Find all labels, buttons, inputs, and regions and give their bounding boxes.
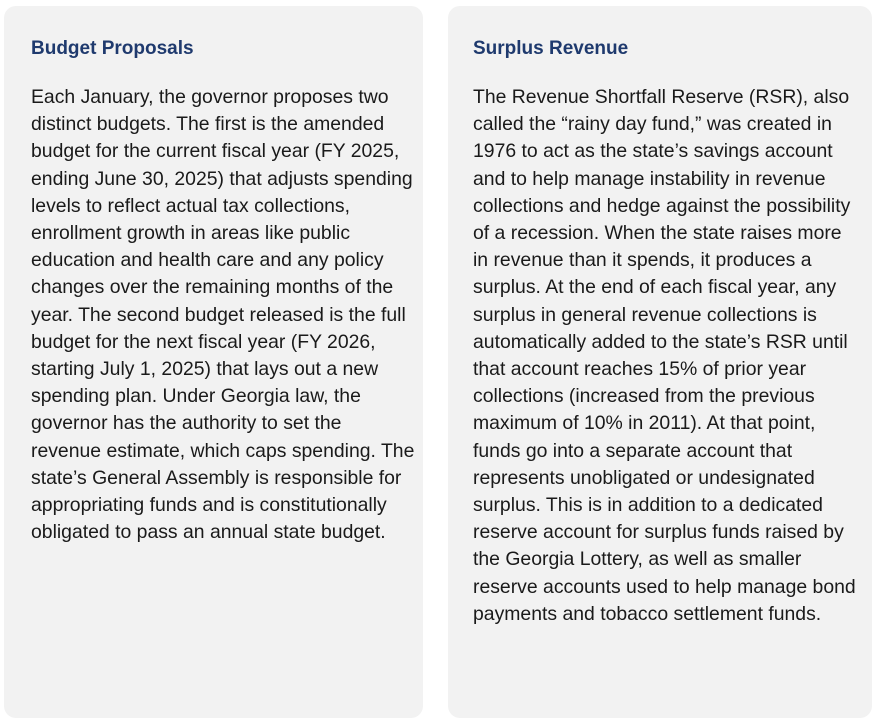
surplus-revenue-title: Surplus Revenue [473,38,629,59]
budget-proposals-title: Budget Proposals [31,38,194,59]
surplus-revenue-panel [448,6,872,718]
surplus-revenue-body: The Revenue Shortfall Reserve (RSR), also called the “rainy day fund,” was created in 1976 to act as the state’s savings account and to help manage instability in revenue collections and hedge against the possibility of a recession. When the state raises more in revenue than it spends, it produces a surplus. At the end of each fiscal year, any surplus in general revenue collections is automatically added to the state’s RSR until that account reaches 15% of prior year collections (increased from the previous maximum of 10% in 2011). At that point, funds go into a separate account that represents unobligated or undesignated surplus. This is in addition to a dedicated reserve account for surplus funds raised by the Georgia Lottery, as well as smaller reserve accounts used to help manage bond payments and tobacco settlement funds. [473,86,856,625]
budget-proposals-body: Each January, the governor proposes two distinct budgets. The first is the amended budget for the current fiscal year (FY 2025, ending June 30, 2025) that adjusts spending levels to reflect actual tax collections, enrollment growth in areas like public education and health care and any policy changes over the remaining months of the year. The second budget released is the full budget for the next fiscal year (FY 2026, starting July 1, 2025) that lays out a new spending plan. Under Georgia law, the governor has the authority to set the revenue estimate, which caps spending. The state’s General Assembly is responsible for appropriating funds and is constitutionally obligated to pass an annual state budget. [31,86,415,544]
budget-proposals-panel [4,6,423,718]
